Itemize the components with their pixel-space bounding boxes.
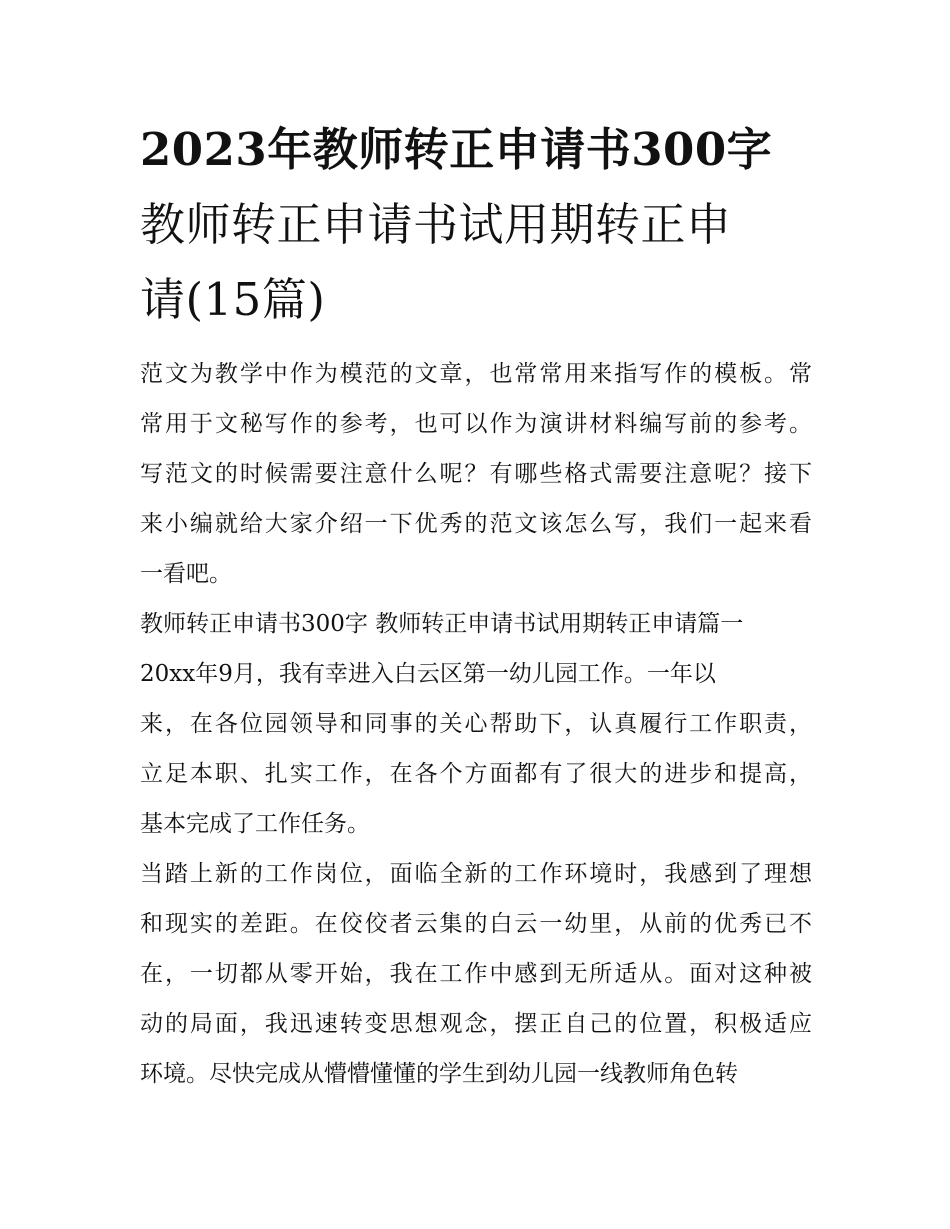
text-line: 来小编就给大家介绍一下优秀的范文该怎么写，我们一起来看 [140,511,812,537]
text-line: 当踏上新的工作岗位，面临全新的工作环境时，我感到了理想 [140,861,812,887]
intro-paragraph [140,349,812,599]
text-line: 立足本职、扎实工作，在各个方面都有了很大的进步和提高， [140,761,812,787]
document-page [140,112,812,1099]
text-line: 写范文的时候需要注意什么呢？有哪些格式需要注意呢？接下 [140,461,812,487]
title-line-2: 教师转正申请书试用期转正申 [140,198,732,251]
text-line: 在，一切都从零开始，我在工作中感到无所适从。面对这种被 [140,961,812,987]
body-paragraph [140,849,812,1099]
text-line: 基本完成了工作任务。 [140,811,370,837]
text-line: 一看吧。 [140,561,232,587]
title-line-3: 请(15篇) [140,273,326,326]
text-line: 20xx年9月，我有幸进入白云区第一幼儿园工作。一年以 [140,661,716,687]
text-line: 来，在各位园领导和同事的关心帮助下，认真履行工作职责， [140,711,812,737]
document-body [140,349,812,1099]
title-line-1: 2023年教师转正申请书300字 [140,123,773,176]
text-line: 范文为教学中作为模范的文章，也常常用来指写作的模板。常 [140,361,812,387]
text-line: 动的局面，我迅速转变思想观念，摆正自己的位置，积极适应 [140,1011,812,1037]
text-line: 和现实的差距。在佼佼者云集的白云一幼里，从前的优秀已不 [140,911,812,937]
text-line: 教师转正申请书300字 教师转正申请书试用期转正申请篇一 [140,611,744,637]
section-heading [140,599,812,649]
body-paragraph [140,649,812,849]
text-line: 环境。尽快完成从懵懵懂懂的学生到幼儿园一线教师角色转 [140,1061,738,1087]
document-title [140,112,812,337]
text-line: 常用于文秘写作的参考，也可以作为演讲材料编写前的参考。 [140,411,812,437]
